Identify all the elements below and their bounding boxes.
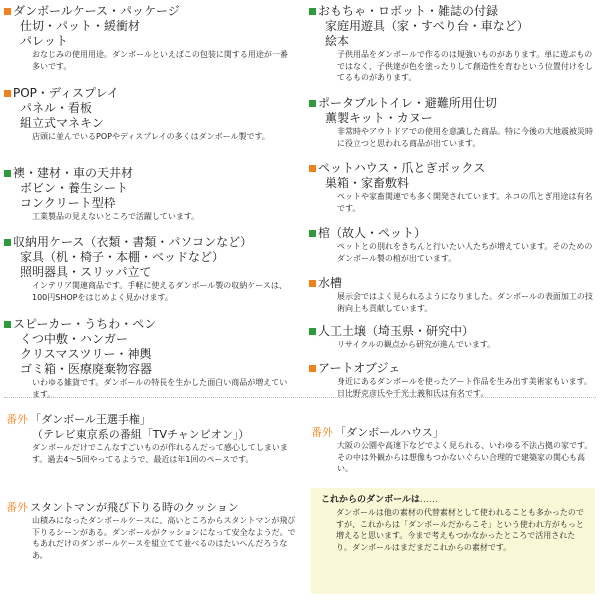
orange-square-icon [309,165,316,172]
item-subline: 照明器具・スリッパ立て [20,265,152,279]
green-square-icon [309,8,316,15]
item-description: いわゆる雑貨です。ダンボールの特長を生かした面白い商品が増えています。 [32,378,288,399]
item-description: 店頭に並んでいるPOPやディスプレイの多くはダンボール製です。 [32,132,270,141]
item-subline: 家庭用遊具（家・すべり台・車など） [325,19,529,33]
item-title: おもちゃ・ロボット・雑誌の付録 [318,4,499,18]
item-title: ポータブルトイレ・避難所用仕切 [318,96,497,110]
item-title: 襖・建材・車の天井材 [13,166,134,180]
green-square-icon [4,170,11,177]
section-divider [4,397,596,398]
item-title: 収納用ケース（衣類・書類・パソコンなど） [13,235,253,249]
use-item-toys [305,4,595,84]
item-subline: ゴミ箱・医療廃棄物容器 [20,362,153,376]
bangai-item-stunt [0,500,300,561]
use-item-goods [0,317,290,400]
item-description: ペットとの別れをきちんと行いたい人たちが増えています。そのためのダンボール製の棺が出ています。 [337,242,593,263]
item-title: ペットハウス・爪とぎボックス [318,161,486,175]
orange-square-icon [309,280,316,287]
bangai-label: 番外 [311,426,333,439]
bangai-description: 山積みになったダンボールケースに、高いところからスタントマンが飛び下りるシーンがある。ダンボールがクッションになって安全なようだ。でもあれだけのダンボールケースを組立てて並べるのはたいへんだろうなあ。 [32,516,296,560]
item-title: スピーカー・うちわ・ペン [13,317,157,331]
use-item-art [305,361,595,399]
green-square-icon [4,239,11,246]
item-title: POP・ディスプレイ [13,86,119,100]
bangai-title: スタントマンが飛び下りる時のクッション [30,501,239,514]
green-square-icon [309,100,316,107]
item-title: 水槽 [318,276,343,290]
bangai-subtitle: （テレビ東京系の番組「TVチャンピオン」） [32,428,250,441]
item-description: ペットや家畜関連でも多く開発されています。ネコの爪とぎ用途は有名です。 [337,192,593,213]
use-item-emergency [305,96,595,149]
item-subline: パレット [20,34,68,48]
orange-square-icon [4,90,11,97]
item-description: 子供用品をダンボールで作るのは規強いものがあります。単に遊ぶものではなく、子供達が色を塗ったりして創造性を育むという位置付けをしてるものがあります。 [337,50,593,82]
item-description: おなじみの使用用途。ダンボールといえばこの包装に関する用途が一番多いです。 [32,50,288,71]
orange-square-icon [309,365,316,372]
bangai-label: 番外 [6,501,28,514]
bangai-title: 「ダンボールハウス」 [335,426,444,439]
item-subline: 家具（机・椅子・本棚・ベッドなど） [20,250,225,264]
green-square-icon [309,230,316,237]
bangai-label: 番外 [6,413,28,426]
item-title: 棺（故人・ペット） [318,226,427,240]
item-subline: くつ中敷・ハンガー [20,332,129,346]
item-subline: 巣箱・家畜敷料 [325,176,410,190]
use-item-building [0,166,290,223]
note-body: ダンボールは他の素材の代替素材として使われることも多かったのですが、これからは「ダンボールだからこそ」という使われ方がもっと増えると思います。今まで考えもつかなかったところで活用されたり。ダンボールはまだまだこれからの素材です。 [336,508,584,552]
item-subline: コンクリート型枠 [20,196,116,210]
use-item-pop [0,86,290,143]
item-description: 展示会ではよく見られるようになりました。ダンボールの表面加工の技術向上も貢献しています。 [337,292,593,313]
item-subline: パネル・看板 [20,101,93,115]
use-item-pet [305,161,595,214]
item-subline: 薫製キット・カヌー [325,111,433,125]
item-description: インテリア関連商品です。手軽に使えるダンボール製の収納ケースは、100円SHOPをはじめよく見かけます。 [32,281,287,302]
item-subline: 絵本 [325,34,350,48]
item-description: 工業製品の見えないところで活躍しています。 [32,212,200,221]
item-title: 人工土壌（埼玉県・研究中） [318,324,475,338]
use-item-coffin [305,226,595,264]
bangai-item-championship [0,412,300,465]
use-item-soil [305,324,595,351]
bangai-description: ダンボールだけでこんなすごいものが作れるんだって感心してしまいます。過去4〜5回やってるようで、最近は年1回のペースです。 [32,443,288,464]
item-title: アートオブジェ [318,361,401,375]
item-subline: ボビン・養生シート [20,181,129,195]
item-description: 非常時やアウトドアでの使用を意識した商品。特に今後の大地震被災時に役立つと思われる商品が出ています。 [337,127,593,148]
use-item-package [0,4,290,72]
bangai-item-house [305,425,595,475]
item-subline: クリスマスツリー・神輿 [20,347,152,361]
bangai-description: 大阪の公園や高速下などでよく見られる、いわゆる不法占拠の家です。その中は外観からは想像もつかないぐらい合理的で建築家の関心も高い。 [337,441,593,473]
future-note-box [311,488,595,594]
green-square-icon [4,321,11,328]
use-item-aquarium [305,276,595,314]
item-description: リサイクルの観点から研究が進んでいます。 [337,340,496,349]
item-title: ダンボールケース・パッケージ [13,4,180,18]
item-subline: 組立式マネキン [20,116,104,130]
note-heading: これからのダンボールは [321,495,420,505]
bangai-title: 「ダンボール王選手権」 [30,413,151,426]
use-item-storage [0,235,290,303]
item-description: 身近にあるダンボールを使ったアート作品を生み出す美術家もいます。日比野克彦氏や千光士義和氏は有名です。 [337,377,593,398]
green-square-icon [309,328,316,335]
item-subline: 仕切・パット・緩衝材 [20,19,141,33]
orange-square-icon [4,8,11,15]
note-ellipsis: …… [419,495,438,505]
